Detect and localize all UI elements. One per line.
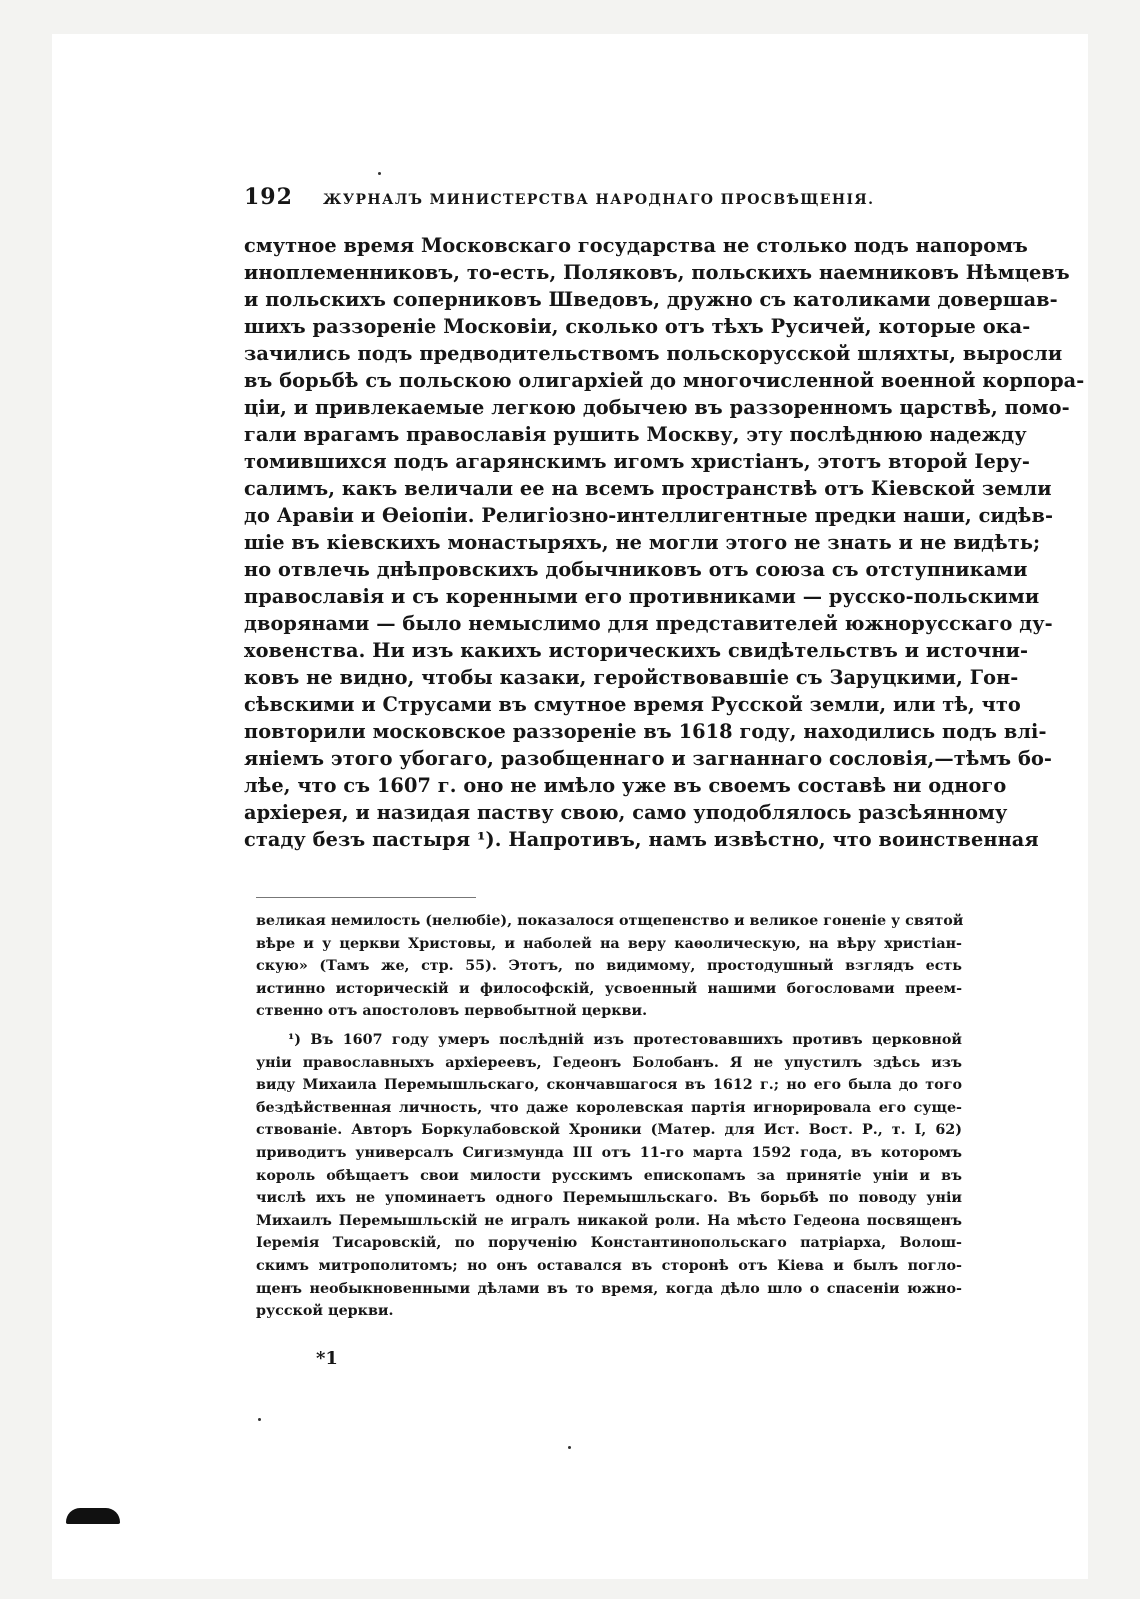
text-line: шихъ раззореніе Московіи, сколько отъ тѣхъ Русичей, которые ока- — [244, 315, 1031, 338]
text-line: смутное время Московскаго государства не столько подъ напоромъ — [244, 234, 1028, 257]
page-header — [244, 184, 875, 214]
text-line: иноплеменниковъ, то-есть, Поляковъ, польскихъ наемниковъ Нѣмцевъ — [244, 261, 1070, 284]
text-line: гали врагамъ православія рушить Москву, эту послѣднюю надежду — [244, 423, 1027, 446]
text-line: зачились подъ предводительствомъ польскорусской шляхты, выросли — [244, 342, 1063, 365]
footnote-1-line: ¹) Въ 1607 году умеръ послѣдній изъ протестовавшихъ противъ церковной — [288, 1031, 962, 1048]
text-line: лѣе, что съ 1607 г. оно не имѣло уже въ своемъ составѣ ни одного — [244, 774, 1007, 797]
footnote-continued-line: скую» (Тамъ же, стр. 55). Этотъ, по видимому, простодушный взглядъ есть — [256, 958, 962, 975]
main-text-block — [244, 232, 1085, 853]
footnote-1-line: король обѣщаетъ свои милости русскимъ епископамъ за принятіе уніи и въ — [256, 1167, 962, 1184]
text-line: архіерея, и назидая паству свою, само уподоблялось разсѣянному — [244, 801, 1008, 824]
scan-speck — [568, 1446, 571, 1449]
footnote-continued-line: вѣре и у церкви Христовы, и наболей на веру каѳолическую, на вѣру христіан- — [256, 935, 962, 952]
page-number: 192 — [244, 184, 293, 210]
text-line: но отвлечь днѣпровскихъ добычниковъ отъ союза съ отступниками — [244, 558, 1028, 581]
signature-mark: *1 — [316, 1348, 338, 1369]
text-line: повторили московское раззореніе въ 1618 году, находились подъ влі- — [244, 720, 1047, 743]
text-line: сѣвскими и Струсами въ смутное время Русской земли, или тѣ, что — [244, 693, 1021, 716]
text-line: стаду безъ пастыря ¹). Напротивъ, намъ извѣстно, что воинственная — [244, 828, 1039, 851]
text-line: въ борьбѣ съ польскою олигархіей до многочисленной военной корпора- — [244, 369, 1085, 392]
text-line: ціи, и привлекаемые легкою добычею въ раззоренномъ царствѣ, помо- — [244, 396, 1070, 419]
ink-blot — [66, 1508, 120, 1524]
text-line: яніемъ этого убогаго, разобщеннаго и загнаннаго сословія,—тѣмъ бо- — [244, 747, 1053, 770]
footnote-1-line: скимъ митрополитомъ; но онъ оставался въ сторонѣ отъ Кіева и былъ погло- — [256, 1257, 962, 1274]
footnote-1-line: виду Михаила Перемышльскаго, скончавшагося въ 1612 г.; но его была до того — [256, 1077, 962, 1094]
footnote-1-line: уніи православныхъ архіереевъ, Гедеонъ Болобанъ. Я не упустилъ здѣсь изъ — [256, 1054, 962, 1071]
footnote-continued-line: ственно отъ апостоловъ первобытной церкви. — [256, 1003, 648, 1020]
scan-speck — [258, 1418, 261, 1421]
footnote-continued-line: истинно историческій и философскій, усвоенный нашими богословами преем- — [256, 980, 962, 997]
footnote-1-line: ствованіе. Авторъ Боркулабовской Хроники (Матер. для Ист. Вост. Р., т. I, 62) — [256, 1122, 962, 1139]
footnote-1-line: Іеремія Тисаровскій, по порученію Константинопольскаго патріарха, Волош- — [256, 1235, 962, 1252]
text-line: православія и съ коренными его противниками — русско-польскими — [244, 585, 1040, 608]
footnote-divider — [256, 897, 476, 898]
footnote-1-line: бездѣйственная личность, что даже королевская партія игнорировала его суще- — [256, 1099, 962, 1116]
text-line: до Аравіи и Ѳеіопіи. Религіозно-интеллигентные предки наши, сидѣв- — [244, 504, 1054, 527]
text-line: томившихся подъ агарянскимъ игомъ христіанъ, этотъ второй Іеру- — [244, 450, 1030, 473]
text-line: дворянами — было немыслимо для представителей южнорусскаго ду- — [244, 612, 1053, 635]
footnote-1-line: числѣ ихъ не упоминаетъ одного Перемышльскаго. Въ борьбѣ по поводу уніи — [256, 1190, 962, 1207]
footnote-1-line: русской церкви. — [256, 1303, 394, 1320]
text-line: шіе въ кіевскихъ монастыряхъ, не могли этого не знать и не видѣть; — [244, 531, 1041, 554]
footnotes-block — [256, 910, 962, 1323]
text-line: ковъ не видно, чтобы казаки, геройствовавшіе съ Заруцкими, Гон- — [244, 666, 1019, 689]
running-title: ЖУРНАЛЪ МИНИСТЕРСТВА НАРОДНАГО ПРОСВѢЩЕНІЯ. — [322, 192, 875, 208]
scan-speck — [378, 172, 381, 175]
footnote-1-line: щенъ необыкновенными дѣлами въ то время, когда дѣло шло о спасеніи южно- — [256, 1280, 962, 1297]
text-line: салимъ, какъ величали ее на всемъ пространствѣ отъ Кіевской земли — [244, 477, 1052, 500]
text-line: ховенства. Ни изъ какихъ историческихъ свидѣтельствъ и источни- — [244, 639, 1029, 662]
footnote-continued-line: великая немилость (нелюбіе), показалося отщепенство и великое гоненіе у святой — [256, 913, 964, 929]
footnote-1-line: Михаилъ Перемышльскій не игралъ никакой роли. На мѣсто Гедеона посвященъ — [256, 1212, 962, 1229]
footnote-1-line: приводитъ универсалъ Сигизмунда III отъ 11-го марта 1592 года, въ которомъ — [256, 1144, 962, 1161]
text-line: и польскихъ соперниковъ Шведовъ, дружно съ католиками довершав- — [244, 288, 1058, 311]
